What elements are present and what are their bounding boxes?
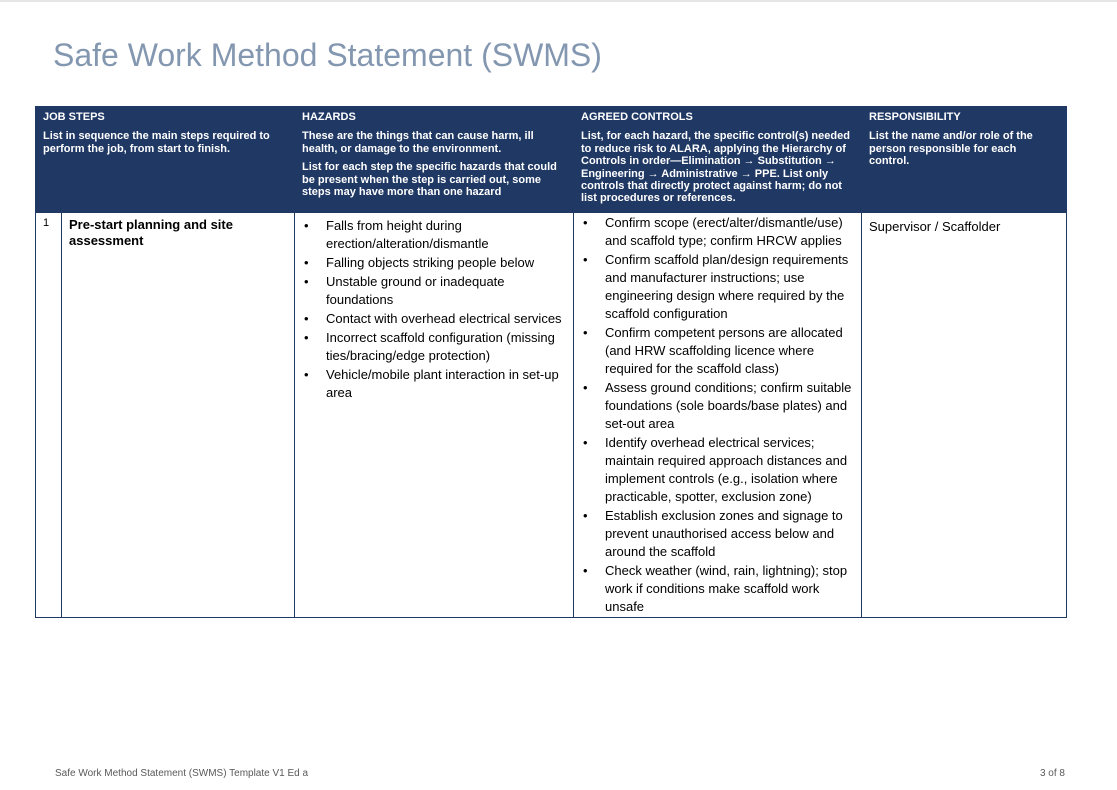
- control-item: • Check weather (wind, rain, lightning); stop work if conditions make scaffold work unsafe: [581, 562, 855, 616]
- header-controls-title: AGREED CONTROLS: [581, 111, 693, 123]
- control-item: • Confirm scaffold plan/design requirements and manufacturer instructions; use engineering design where required by the scaffold configuration: [581, 251, 855, 323]
- header-desc-line: List in sequence the main steps required to perform the job, from start to finish.: [43, 130, 270, 155]
- control-item: • Identify overhead electrical services; maintain required approach distances and implement controls (e.g., isolation where practicable, spotter, exclusion zone): [581, 434, 855, 506]
- footer-page-number: 3 of 8: [1039, 768, 1065, 779]
- step-name: Pre-start planning and site assessment: [62, 213, 295, 618]
- top-border-line: [0, 0, 1117, 2]
- page-title: Safe Work Method Statement (SWMS): [53, 37, 602, 73]
- swms-table: [35, 106, 1067, 618]
- header-job-steps-desc: [43, 130, 287, 155]
- control-item: • Confirm scope (erect/alter/dismantle/use) and scaffold type; confirm HRCW applies: [581, 214, 855, 250]
- table-header-row: [36, 107, 1067, 213]
- header-hazards-title: HAZARDS: [302, 111, 356, 123]
- responsibility-cell: Supervisor / Scaffolder: [862, 213, 1067, 618]
- hazard-item: • Falls from height during erection/alteration/dismantle: [302, 217, 566, 253]
- hazards-list: [302, 217, 566, 402]
- header-controls: [574, 107, 862, 213]
- header-desc-line: These are the things that can cause harm, ill health, or damage to the environment.: [302, 130, 534, 155]
- hazard-item: • Vehicle/mobile plant interaction in set-up area: [302, 366, 566, 402]
- header-job-steps: [36, 107, 295, 213]
- hazard-item: • Falling objects striking people below: [302, 254, 566, 272]
- header-responsibility: [862, 107, 1067, 213]
- control-item: • Establish exclusion zones and signage to prevent unauthorised access below and around the scaffold: [581, 507, 855, 561]
- footer-document-name: Safe Work Method Statement (SWMS) Template V1 Ed a: [55, 768, 309, 779]
- control-item: • Assess ground conditions; confirm suitable foundations (sole boards/base plates) and set-out area: [581, 379, 855, 433]
- header-job-steps-title: JOB STEPS: [43, 111, 105, 123]
- header-controls-desc: [581, 130, 854, 204]
- header-hazards-desc: [302, 130, 566, 198]
- header-responsibility-desc: [869, 130, 1059, 167]
- controls-list: [581, 214, 855, 616]
- table-row: [36, 213, 1067, 618]
- controls-cell: [574, 213, 862, 618]
- header-desc-line: List for each step the specific hazards that could be present when the step is carried out, some steps may have more than one hazard: [302, 161, 557, 199]
- hazard-item: • Contact with overhead electrical services: [302, 310, 566, 328]
- header-responsibility-title: RESPONSIBILITY: [869, 111, 961, 123]
- header-hazards: [295, 107, 574, 213]
- control-item: • Confirm competent persons are allocated (and HRW scaffolding licence where required for the scaffold class): [581, 324, 855, 378]
- step-number: 1: [36, 213, 62, 618]
- header-desc-line: List, for each hazard, the specific control(s) needed to reduce risk to ALARA, applying the Hierarchy of Controls in order—Elimination → Substitution → Engineering → Administrative → PPE. List only controls that directly protect against harm; do not list procedures or references.: [581, 130, 850, 205]
- header-desc-line: List the name and/or role of the person responsible for each control.: [869, 130, 1033, 168]
- hazard-item: • Unstable ground or inadequate foundations: [302, 273, 566, 309]
- hazard-item: • Incorrect scaffold configuration (missing ties/bracing/edge protection): [302, 329, 566, 365]
- hazards-cell: [295, 213, 574, 618]
